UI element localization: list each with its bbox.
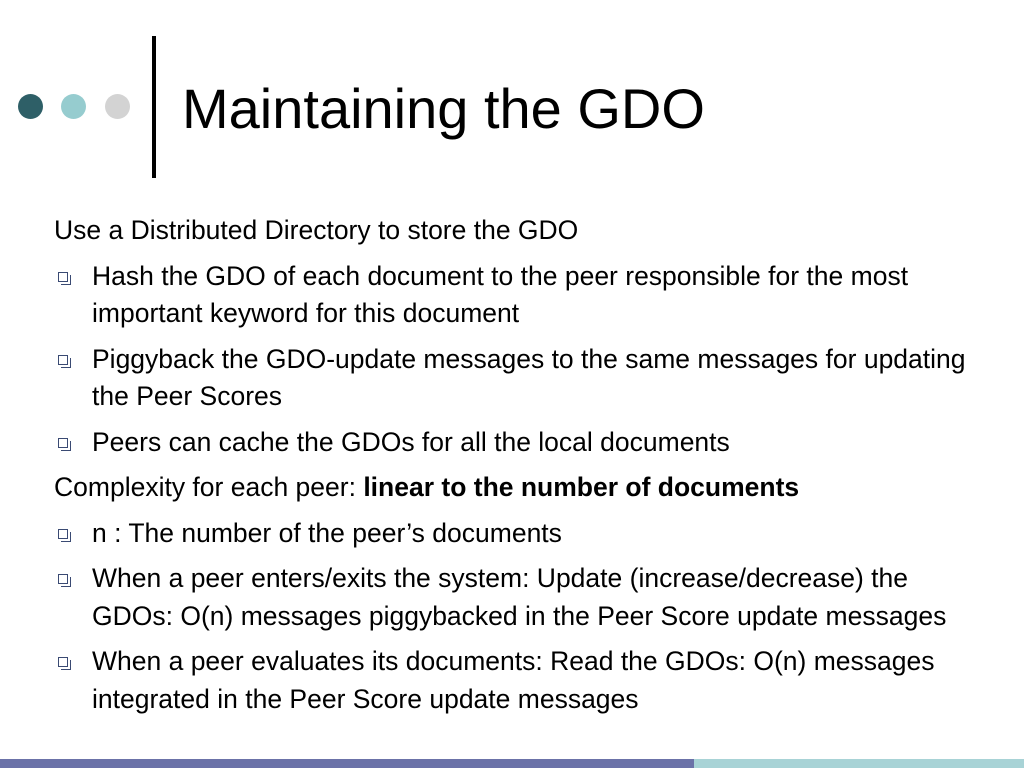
bullet-item	[54, 560, 984, 635]
bullet-item	[54, 515, 984, 553]
square-outline-bullet-icon	[58, 438, 68, 448]
bullet-text: When a peer enters/exits the system: Update (increase/decrease) the GDOs: O(n) messages piggybacked in the Peer Score update messages	[92, 563, 947, 631]
bullet-item	[54, 258, 984, 333]
bullet-text: Hash the GDO of each document to the peer responsible for the most important keyword for this document	[92, 260, 909, 328]
footer-bar-right	[694, 759, 1024, 768]
square-outline-bullet-icon	[58, 272, 68, 282]
body-line-complexity	[54, 469, 984, 507]
footer-bar-left	[0, 759, 694, 768]
complexity-label: Complexity for each peer:	[54, 472, 364, 502]
decorative-dots	[0, 0, 160, 200]
body-line-directory: Use a Distributed Directory to store the GDO	[54, 215, 579, 245]
bullet-text: n : The number of the peer’s documents	[92, 517, 562, 548]
bullet-text: Piggyback the GDO-update messages to the same messages for updating the Peer Scores	[92, 343, 966, 411]
dark-circle-icon	[18, 94, 43, 119]
square-outline-bullet-icon	[58, 529, 68, 539]
slide-body	[54, 212, 984, 726]
bullet-item	[54, 643, 984, 718]
square-outline-bullet-icon	[58, 574, 68, 584]
square-outline-bullet-icon	[58, 657, 68, 667]
bullet-text: Peers can cache the GDOs for all the local documents	[92, 426, 730, 457]
bullet-text: When a peer evaluates its documents: Read the GDOs: O(n) messages integrated in the Peer Score update messages	[92, 646, 935, 714]
slide-title: Maintaining the GDO	[182, 77, 705, 140]
bullet-item	[54, 341, 984, 416]
square-outline-bullet-icon	[58, 355, 68, 365]
light-teal-circle-icon	[61, 94, 86, 119]
footer-bar	[0, 759, 1024, 768]
bullet-item	[54, 424, 984, 462]
gray-circle-icon	[105, 94, 130, 119]
title-vertical-rule	[152, 36, 156, 178]
complexity-value: linear to the number of documents	[363, 472, 800, 502]
